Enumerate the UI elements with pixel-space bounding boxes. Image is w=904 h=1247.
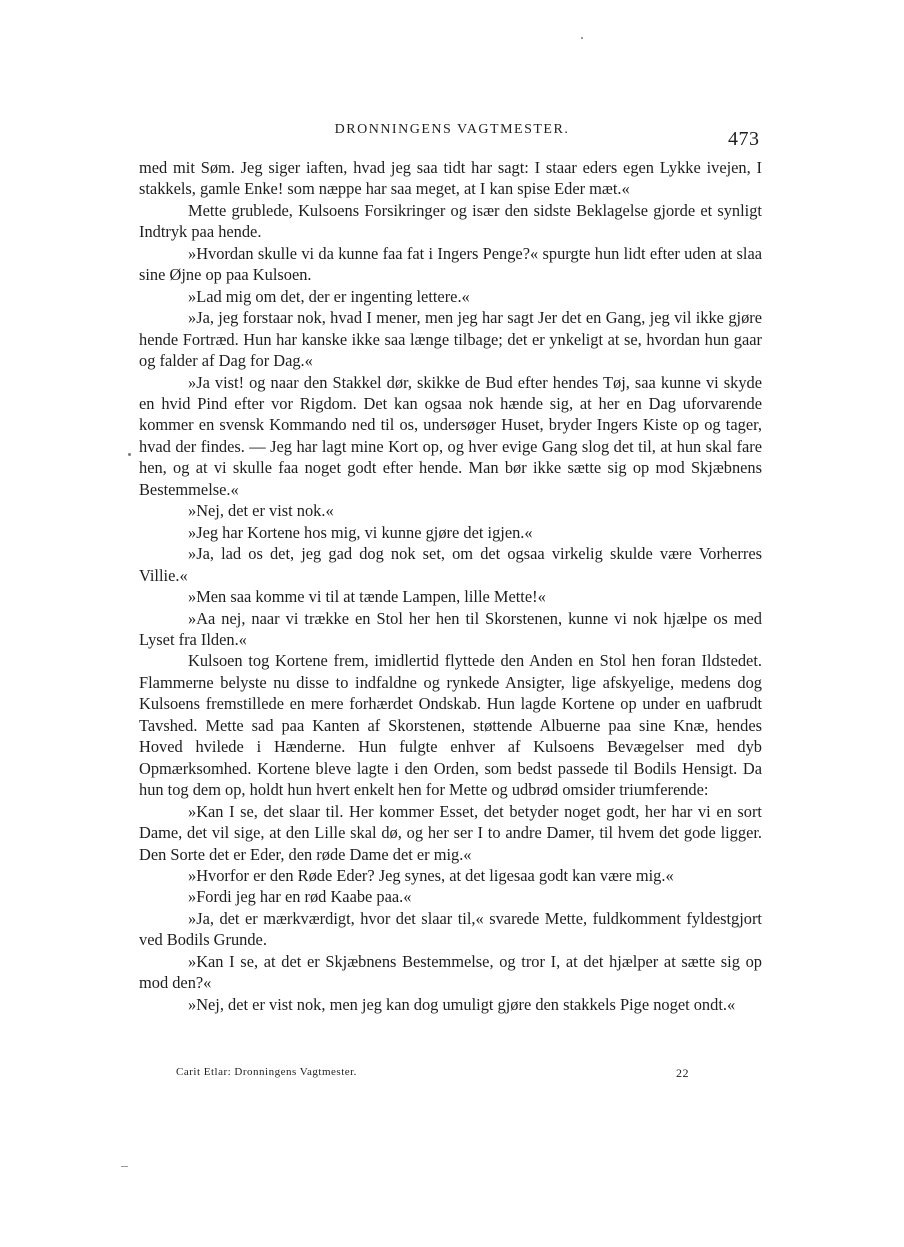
paragraph: »Hvordan skulle vi da kunne faa fat i Ingers Penge?« spurgte hun lidt efter uden at slaa sine Øjne op paa Kulsoen. <box>139 243 762 285</box>
paragraph: »Ja vist! og naar den Stakkel dør, skikke de Bud efter hendes Tøj, saa kunne vi skyde en hvid Pind efter vor Rigdom. Det kan ogsaa nok hænde sig, at her en Dag uforvarende kommer en svensk Kommando ned til os, undersøger Huset, bryder Ingers Kiste op og tager, hvad der findes. — Jeg har lagt mine Kort op, og hver evige Gang slog det til, at hun skal fare hen, og at vi skulle faa noget godt efter hende. Man bør ikke sætte sig op mod Skjæbnens Bestemmelse.« <box>139 372 762 499</box>
body-text <box>139 157 762 1015</box>
paragraph: »Ja, jeg forstaar nok, hvad I mener, men jeg har sagt Jer det en Gang, jeg vil ikke gjøre hende Fortræd. Hun har kanske ikke saa længe tilbage; det er ynkeligt at se, hvordan hun gaar og falder af Dag for Dag.« <box>139 308 762 371</box>
paragraph: »Ja, det er mærkværdigt, hvor det slaar til,« svarede Mette, fuldkomment fyldestgjort ved Bodils Grunde. <box>139 908 762 950</box>
paragraph: »Aa nej, naar vi trække en Stol her hen til Skorstenen, kunne vi nok hjælpe os med Lyset fra Ilden.« <box>139 608 762 649</box>
paragraph: »Kan I se, at det er Skjæbnens Bestemmelse, og tror I, at det hjælper at sætte sig op mod den?« <box>139 951 762 993</box>
signature-mark: 22 <box>676 1066 689 1080</box>
paper-mark <box>121 1166 128 1167</box>
paragraph: Mette grublede, Kulsoens Forsikringer og især den sidste Beklagelse gjorde et synligt Indtryk paa hende. <box>139 200 762 242</box>
footer-imprint: Carit Etlar: Dronningens Vagtmester. <box>176 1066 357 1078</box>
running-title: DRONNINGENS VAGTMESTER. <box>334 122 570 137</box>
paragraph: »Hvorfor er den Røde Eder? Jeg synes, at det ligesaa godt kan være mig.« <box>188 865 674 885</box>
paragraph: »Nej, det er vist nok.« <box>188 501 334 521</box>
paragraph: Kulsoen tog Kortene frem, imidlertid flyttede den Anden en Stol hen foran Ildstedet. Flammerne belyste nu disse to indfaldne og rynkede Ansigter, lige afskyelige, medens dog Kulsoens fremstillede en mere forhærdet Ondskab. Hun lagde Kortene op under en uafbrudt Tavshed. Mette sad paa Kanten af Skorstenen, støttende Albuerne paa sine Knæ, hendes Hoved hvilede i Hænderne. Hun fulgte enhver af Kulsoens Bevægelser med dyb Opmærksomhed. Kortene bleve lagte i den Orden, som bedst passede til Bodils Hensigt. Da hun tog dem op, holdt hun hvert enkelt hen for Mette og udbrød omsider triumferende: <box>139 651 762 800</box>
paragraph: med mit Søm. Jeg siger iaften, hvad jeg saa tidt har sagt: I staar eders egen Lykke ivejen, I stakkels, gamle Enke! som næppe har saa meget, at I kan spise Eder mæt.« <box>139 158 762 199</box>
paragraph: »Fordi jeg har en rød Kaabe paa.« <box>188 887 412 907</box>
paper-speck <box>581 37 583 39</box>
paragraph: »Men saa komme vi til at tænde Lampen, lille Mette!« <box>188 587 546 607</box>
paragraph: »Lad mig om det, der er ingenting lettere.« <box>188 286 470 306</box>
paragraph: »Nej, det er vist nok, men jeg kan dog umuligt gjøre den stakkels Pige noget ondt.« <box>188 994 736 1014</box>
paper-speck <box>128 453 131 456</box>
paragraph: »Jeg har Kortene hos mig, vi kunne gjøre det igjen.« <box>188 522 533 542</box>
page-number: 473 <box>728 128 760 150</box>
paragraph: »Kan I se, det slaar til. Her kommer Esset, det betyder noget godt, her har vi en sort Dame, det vil sige, at den Lille skal dø, og her ser I to andre Damer, til hvem det gode ligger. Den Sorte det er Eder, den røde Dame det er mig.« <box>139 801 762 864</box>
paragraph: »Ja, lad os det, jeg gad dog nok set, om det ogsaa virkelig skulde være Vorherres Villie.« <box>139 544 762 585</box>
